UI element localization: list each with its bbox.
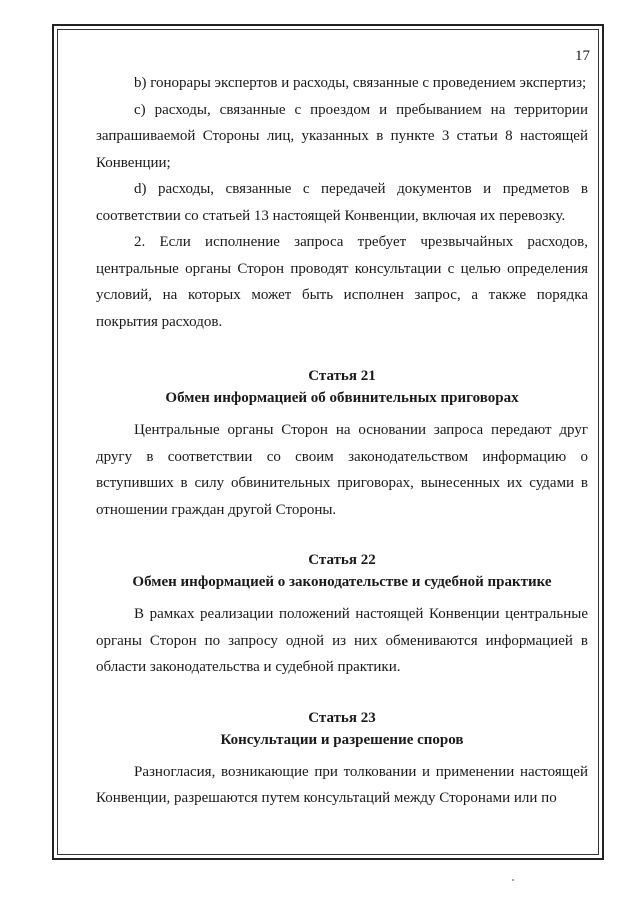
article-title: Консультации и разрешение споров xyxy=(220,731,464,748)
paragraph-item-b: b) гонорары экспертов и расходы, связанные с проведением экспертиз; xyxy=(134,75,587,91)
article-number: Статья 23 xyxy=(308,709,376,726)
scan-speck xyxy=(512,879,514,881)
article-title: Обмен информацией об обвинительных приговорах xyxy=(165,390,519,406)
document-body xyxy=(96,70,588,812)
article-23 xyxy=(96,707,588,812)
article-number: Статья 21 xyxy=(308,368,376,384)
article-21 xyxy=(96,365,588,523)
article-title: Обмен информацией о законодательстве и судебной практике xyxy=(132,574,552,590)
article-22 xyxy=(96,549,588,681)
article-text: Разногласия, возникающие при толковании и применении настоящей Конвенции, разрешаются путем консультаций между Сторонами или по xyxy=(96,763,588,806)
paragraph-clause-2: 2. Если исполнение запроса требует чрезвычайных расходов, центральные органы Сторон проводят консультации с целью определения условий, на которых может быть исполнен запрос, а также порядка покрытия расходов. xyxy=(96,234,588,330)
paragraph-item-d: d) расходы, связанные с передачей документов и предметов в соответствии со статьей 13 настоящей Конвенции, включая их перевозку. xyxy=(96,181,588,224)
paragraph-item-c: c) расходы, связанные с проездом и пребыванием на территории запрашиваемой Стороны лиц, указанных в пункте 3 статьи 8 настоящей Конвенции; xyxy=(96,101,588,171)
page-number: 17 xyxy=(575,48,590,64)
article-number: Статья 22 xyxy=(308,552,376,568)
article-text: Центральные органы Сторон на основании запроса передают друг другу в соответствии со своим законодательством информацию о вступивших в силу обвинительных приговорах, вынесенных их судами в отношении граждан другой Стороны. xyxy=(96,422,588,518)
article-text: В рамках реализации положений настоящей Конвенции центральные органы Сторон по запросу одной из них обмениваются информацией в области законодательства и судебной практики. xyxy=(96,606,588,675)
